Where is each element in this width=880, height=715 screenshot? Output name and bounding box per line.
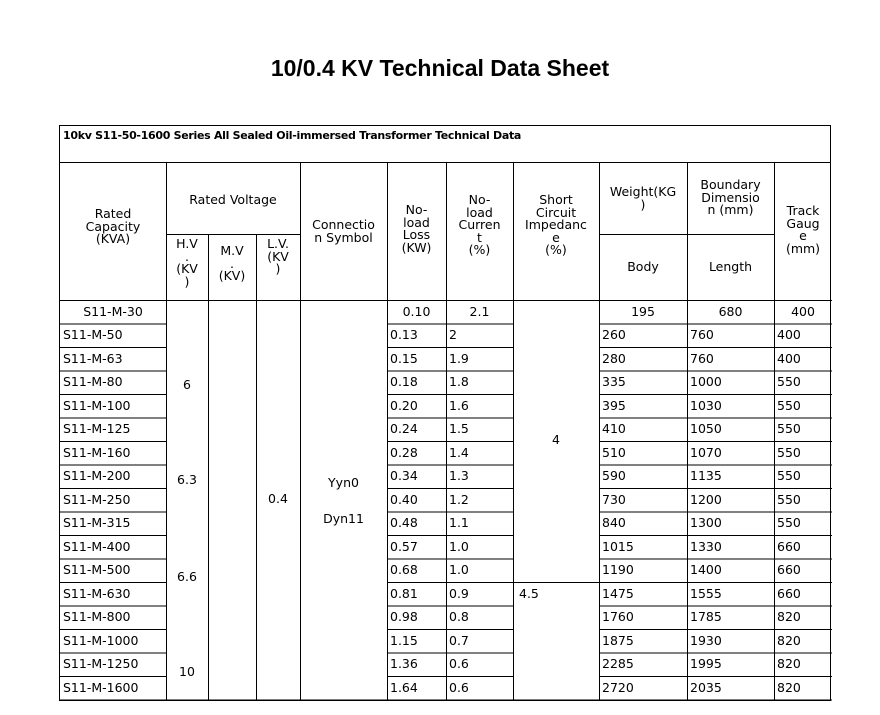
body-weight-cell: 1015 xyxy=(602,538,634,554)
track-gauge-cell: 400 xyxy=(777,327,801,342)
model-cell: S11-M-30 xyxy=(83,303,143,319)
length-cell: 1400 xyxy=(690,562,722,577)
header-rated-voltage: Rated Voltage xyxy=(189,192,277,207)
track-gauge-cell: 400 xyxy=(791,303,815,319)
noload-current-cell: 0.9 xyxy=(449,585,469,601)
model-cell: S11-M-80 xyxy=(63,374,123,389)
header-rated-capacity: Rated Capacity (KVA) xyxy=(85,206,141,246)
header-impedance: Short Circuit Impedanc e (%) xyxy=(525,192,587,257)
noload-current-cell: 0.6 xyxy=(449,656,469,671)
header-connection-symbol: Connectio n Symbol xyxy=(312,217,375,245)
noload-loss-cell: 0.18 xyxy=(390,374,418,389)
noload-current-cell: 1.8 xyxy=(449,374,469,389)
length-cell: 1330 xyxy=(690,538,722,554)
header-body: Body xyxy=(627,259,659,274)
noload-current-cell: 0.8 xyxy=(449,609,469,624)
header-track-gauge: Track Gaug e (mm) xyxy=(785,203,821,256)
track-gauge-cell: 820 xyxy=(777,656,801,671)
noload-loss-cell: 0.15 xyxy=(390,350,418,366)
connection-dyn11: Dyn11 xyxy=(323,511,364,526)
track-gauge-cell: 550 xyxy=(777,374,801,389)
noload-loss-cell: 0.68 xyxy=(390,562,418,577)
model-cell: S11-M-125 xyxy=(63,421,131,436)
model-cell: S11-M-200 xyxy=(63,468,131,483)
noload-current-cell: 1.1 xyxy=(449,515,469,530)
impedance-value-4-5: 4.5 xyxy=(519,585,539,601)
header-boundary-dimension: Boundary Dimensio n (mm) xyxy=(700,177,761,217)
track-gauge-cell: 820 xyxy=(777,609,801,624)
length-cell: 1135 xyxy=(690,468,722,483)
model-cell: S11-M-250 xyxy=(63,491,131,507)
model-cell: S11-M-1600 xyxy=(63,679,139,695)
body-weight-cell: 510 xyxy=(602,444,626,460)
track-gauge-cell: 820 xyxy=(777,632,801,648)
header-noload-loss: No- load Loss (KW) xyxy=(401,202,432,255)
noload-loss-cell: 1.36 xyxy=(390,656,418,671)
model-cell: S11-M-800 xyxy=(63,609,131,624)
length-cell: 1555 xyxy=(690,585,722,601)
body-weight-cell: 2720 xyxy=(602,679,634,695)
track-gauge-cell: 660 xyxy=(777,538,801,554)
noload-loss-cell: 0.28 xyxy=(390,444,418,460)
model-cell: S11-M-100 xyxy=(63,397,131,413)
model-cell: S11-M-160 xyxy=(63,444,131,460)
model-cell: S11-M-315 xyxy=(63,515,131,530)
noload-loss-cell: 0.24 xyxy=(390,421,418,436)
body-weight-cell: 195 xyxy=(631,303,655,319)
hv-value: 10 xyxy=(179,664,195,679)
length-cell: 2035 xyxy=(690,679,722,695)
noload-loss-cell: 1.64 xyxy=(390,679,418,695)
noload-current-cell: 1.5 xyxy=(449,421,469,436)
model-cell: S11-M-1250 xyxy=(63,656,139,671)
table-caption: 10kv S11-50-1600 Series All Sealed Oil-immersed Transformer Technical Data xyxy=(60,126,830,163)
model-cell: S11-M-500 xyxy=(63,562,131,577)
noload-loss-cell: 0.81 xyxy=(390,585,418,601)
track-gauge-cell: 550 xyxy=(777,491,801,507)
header-noload-current: No- load Curren t (%) xyxy=(458,192,501,257)
track-gauge-cell: 550 xyxy=(777,468,801,483)
track-gauge-cell: 550 xyxy=(777,444,801,460)
length-cell: 1070 xyxy=(690,444,722,460)
body-weight-cell: 395 xyxy=(602,397,626,413)
noload-current-cell: 1.2 xyxy=(449,491,469,507)
body-weight-cell: 1190 xyxy=(602,562,634,577)
model-cell: S11-M-63 xyxy=(63,350,123,366)
body-weight-cell: 1475 xyxy=(602,585,634,601)
length-cell: 1200 xyxy=(690,491,722,507)
length-cell: 760 xyxy=(690,327,714,342)
length-cell: 1300 xyxy=(690,515,722,530)
model-cell: S11-M-50 xyxy=(63,327,123,342)
header-length: Length xyxy=(708,259,753,274)
track-gauge-cell: 660 xyxy=(777,585,801,601)
length-cell: 1785 xyxy=(690,609,722,624)
body-weight-cell: 280 xyxy=(602,350,626,366)
header-weight: Weight(KG ) xyxy=(609,184,677,212)
length-cell: 1930 xyxy=(690,632,722,648)
noload-loss-cell: 0.20 xyxy=(390,397,418,413)
header-hv: H.V . (KV ) xyxy=(176,236,198,289)
track-gauge-cell: 550 xyxy=(777,515,801,530)
body-weight-cell: 335 xyxy=(602,374,626,389)
body-weight-cell: 1760 xyxy=(602,609,634,624)
noload-current-cell: 1.0 xyxy=(449,538,469,554)
model-cell: S11-M-400 xyxy=(63,538,131,554)
length-cell: 1030 xyxy=(690,397,722,413)
noload-loss-cell: 0.13 xyxy=(390,327,418,342)
noload-current-cell: 0.7 xyxy=(449,632,469,648)
hv-value: 6.6 xyxy=(177,569,197,584)
track-gauge-cell: 550 xyxy=(777,397,801,413)
hv-value: 6 xyxy=(183,377,191,392)
header-mv: M.V . (KV) xyxy=(218,243,246,283)
noload-current-cell: 1.9 xyxy=(449,350,469,366)
track-gauge-cell: 820 xyxy=(777,679,801,695)
length-cell: 760 xyxy=(690,350,714,366)
length-cell: 1000 xyxy=(690,374,722,389)
technical-data-table xyxy=(59,125,831,701)
noload-current-cell: 0.6 xyxy=(449,679,469,695)
model-cell: S11-M-1000 xyxy=(63,632,139,648)
model-cell: S11-M-630 xyxy=(63,585,131,601)
lv-value: 0.4 xyxy=(268,491,288,506)
length-cell: 1995 xyxy=(690,656,722,671)
body-weight-cell: 260 xyxy=(602,327,626,342)
noload-loss-cell: 0.57 xyxy=(390,538,418,554)
track-gauge-cell: 660 xyxy=(777,562,801,577)
length-cell: 680 xyxy=(718,303,743,319)
body-weight-cell: 590 xyxy=(602,468,626,483)
noload-loss-cell: 0.34 xyxy=(390,468,418,483)
noload-current-cell: 2.1 xyxy=(469,303,490,319)
hv-value: 6.3 xyxy=(177,472,197,487)
noload-loss-cell: 1.15 xyxy=(390,632,418,648)
connection-yyn0: Yyn0 xyxy=(328,475,359,490)
noload-current-cell: 2 xyxy=(449,327,457,342)
header-lv: L.V. (KV ) xyxy=(267,236,289,276)
noload-current-cell: 1.0 xyxy=(449,562,469,577)
body-weight-cell: 410 xyxy=(602,421,626,436)
track-gauge-cell: 400 xyxy=(777,350,801,366)
noload-loss-cell: 0.98 xyxy=(390,609,418,624)
noload-current-cell: 1.6 xyxy=(449,397,469,413)
body-weight-cell: 1875 xyxy=(602,632,634,648)
noload-loss-cell: 0.48 xyxy=(390,515,418,530)
length-cell: 1050 xyxy=(690,421,722,436)
page-title: 10/0.4 KV Technical Data Sheet xyxy=(270,55,610,81)
track-gauge-cell: 550 xyxy=(777,421,801,436)
body-weight-cell: 730 xyxy=(602,491,626,507)
body-weight-cell: 2285 xyxy=(602,656,634,671)
body-weight-cell: 840 xyxy=(602,515,626,530)
noload-loss-cell: 0.40 xyxy=(390,491,418,507)
noload-current-cell: 1.4 xyxy=(449,444,469,460)
noload-loss-cell: 0.10 xyxy=(402,303,431,319)
impedance-value-4: 4 xyxy=(552,432,560,447)
noload-current-cell: 1.3 xyxy=(449,468,469,483)
